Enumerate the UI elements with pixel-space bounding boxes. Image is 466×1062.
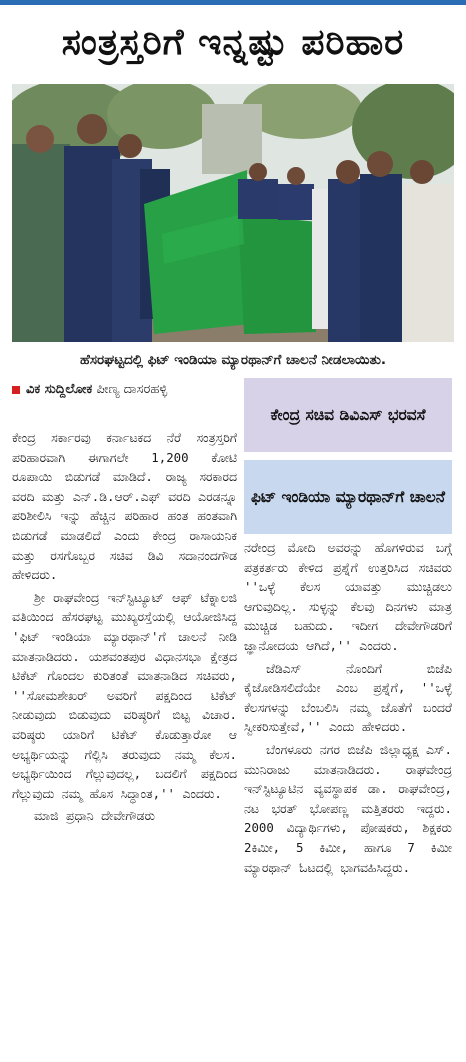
byline-author: ವಿಕ ಸುದ್ದಿಲೋಕ — [26, 382, 93, 397]
article-paragraph: ಬೆಂಗಳೂರು ನಗರ ಬಿಜೆಪಿ ಜಿಲ್ಲಾಧ್ಯಕ್ಷ ಎಸ್. ಮುನಿರಾಜು ಮಾತನಾಡಿದರು. ರಾಘವೇಂದ್ರ ಇನ್‌ಸ್ಟಿಟ್ಯೂಟಿನ ವ್ಯವಸ್ಥಾಪಕ ಡಾ. ರಾಘವೇಂದ್ರ, ನಟ ಭರತ್ ಭೋಪಣ್ಣ ಮತ್ತಿತರರು ಇದ್ದರು. 2000 ವಿದ್ಯಾರ್ಥಿಗಳು, ಪೋಷಕರು, ಶಿಕ್ಷಕರು 2ಕಿಮೀ, 5 ಕಿಮೀ, ಹಾಗೂ 7 ಕಿಮೀ ಮ್ಯಾರಥಾನ್ ಓಟದಲ್ಲಿ ಭಾಗವಹಿಸಿದ್ದರು. — [244, 741, 452, 875]
article-paragraph: ಕೇಂದ್ರ ಸರ್ಕಾರವು ಕರ್ನಾಟಕದ ನೆರೆ ಸಂತ್ರಸ್ತರಿಗೆ ಪರಿಹಾರವಾಗಿ ಈಗಾಗಲೇ 1,200 ಕೋಟಿ ರೂಪಾಯಿ ಬಿಡುಗಡೆ ಮಾಡಿದೆ. ರಾಜ್ಯ ಸರಕಾರದ ವರದಿ ಮತ್ತು ಎನ್.ಡಿ.ಆರ್.ಎಫ್ ವರದಿ ಎರಡನ್ನೂ ಪರಿಶೀಲಿಸಿ ಇನ್ನು ಹೆಚ್ಚಿನ ಪರಿಹಾರ ಹಂತ ಹಂತವಾಗಿ ಬಿಡುಗಡೆ ಮಾಡಲಿದೆ ಎಂದು ಕೇಂದ್ರ ರಾಸಾಯನಿಕ ಮತ್ತು ರಸಗೊಬ್ಬರ ಸಚಿವ ಡಿವಿ ಸದಾನಂದಗೌಡ ಹೇಳಿದರು. — [12, 430, 237, 583]
highlight-text: ಫಿಟ್ ಇಂಡಿಯಾ ಮ್ಯಾರಥಾನ್‌ಗೆ ಚಾಲನೆ — [250, 488, 446, 506]
news-photo — [12, 84, 454, 342]
article-column-left — [12, 428, 237, 1058]
article-paragraph: ಶ್ರೀ ರಾಘವೇಂದ್ರ ಇನ್‌ಸ್ಟಿಟ್ಯೂಟ್ ಆಫ್ ಟೆಕ್ನಾಲಜಿ ವತಿಯಿಂದ ಹೆಸರಘಟ್ಟ ಮುಖ್ಯರಸ್ತೆಯಲ್ಲಿ ಆಯೋಜಿಸಿದ್ದ 'ಫಿಟ್ ಇಂಡಿಯಾ ಮ್ಯಾರಥಾನ್'ಗೆ ಚಾಲನೆ ನೀಡಿ ಮಾತನಾಡಿದರು. ಯಶವಂತಪುರ ವಿಧಾನಸಭಾ ಕ್ಷೇತ್ರದ ಟಿಕೆಟ್ ಗೊಂದಲ ಕುರಿತಂತೆ ಮಾತನಾಡಿದ ಸಚಿವರು, ''ಸೋಮಶೇಖರ್ ಅವರಿಗೆ ಪಕ್ಷದಿಂದ ಟಿಕೆಟ್ ನೀಡುವುದು ಬಿಡುವುದು ವರಿಷ್ಠರಿಗೆ ಬಿಟ್ಟ ವಿಚಾರ. ವರಿಷ್ಠರು ಯಾರಿಗೆ ಟಿಕೆಟ್ ಕೊಡುತ್ತಾರೋ ಆ ಅಭ್ಯರ್ಥಿಯನ್ನು ಗೆಲ್ಲಿಸಿ ತರುವುದು ನಮ್ಮ ಕೆಲಸ. ಅಭ್ಯರ್ಥಿಯಿಂದ ಗೆಲ್ಲುವುದಲ್ಲ, ಬದಲಿಗೆ ಪಕ್ಷದಿಂದ ಗೆಲ್ಲುವುದು ನಮ್ಮ ಹೊಸ ಸಿದ್ಧಾಂತ,'' ಎಂದರು. — [12, 589, 237, 801]
article-column-right — [244, 538, 452, 1058]
article-paragraph: ಮಾಜಿ ಪ್ರಧಾನಿ ದೇವೇಗೌಡರು — [34, 808, 155, 824]
photo-caption: ಹೆಸರಘಟ್ಟದಲ್ಲಿ ಫಿಟ್ ಇಂಡಿಯಾ ಮ್ಯಾರಥಾನ್‌ಗೆ ಚಾಲನೆ ನೀಡಲಾಯಿತು. — [79, 352, 387, 368]
highlight-text: ಕೇಂದ್ರ ಸಚಿವ ಡಿವಿಎಸ್ ಭರವಸೆ — [270, 406, 426, 424]
byline-place: ಪೀಣ್ಯ ದಾಸರಹಳ್ಳಿ — [96, 382, 168, 397]
highlight-box — [244, 460, 452, 534]
top-rule — [0, 0, 466, 5]
headline: ಸಂತ್ರಸ್ತರಿಗೆ ಇನ್ನಷ್ಟು ಪರಿಹಾರ — [61, 22, 405, 63]
article-paragraph: ಜೆಡಿಎಸ್ ನೊಂದಿಗೆ ಬಿಜೆಪಿ ಕೈಜೋಡಿಸಲಿದೆಯೇ ಎಂಬ ಪ್ರಶ್ನೆಗೆ, ''ಒಳ್ಳೆ ಕೆಲಸಗಳನ್ನು ಬೆಂಬಲಿಸಿ ನಮ್ಮ ಜೊತೆಗೆ ಬಂದರೆ ಸ್ವೀಕರಿಸುತ್ತೇವೆ,'' ಎಂದು ಹೇಳಿದರು. — [244, 660, 452, 735]
byline — [12, 380, 237, 426]
article-paragraph: ನರೇಂದ್ರ ಮೋದಿ ಅವರನ್ನು ಹೊಗಳಿರುವ ಬಗ್ಗೆ ಪತ್ರಕರ್ತರು ಕೇಳಿದ ಪ್ರಶ್ನೆಗೆ ಉತ್ತರಿಸಿದ ಸಚಿವರು ''ಒಳ್ಳೆ ಕೆಲಸ ಯಾವತ್ತು ಮುಚ್ಚಿಡಲು ಆಗುವುದಿಲ್ಲ. ಸುಳ್ಳನ್ನು ಕೆಲವು ದಿನಗಳು ಮಾತ್ರ ಮುಚ್ಚಿಡ ಬಹುದು. ಇದೀಗ ದೇವೇಗೌಡರಿಗೆ ಜ್ಞಾನೋದಯ ಆಗಿದೆ,'' ಎಂದರು. — [244, 540, 452, 653]
highlight-box — [244, 378, 452, 452]
byline-marker — [12, 386, 20, 394]
